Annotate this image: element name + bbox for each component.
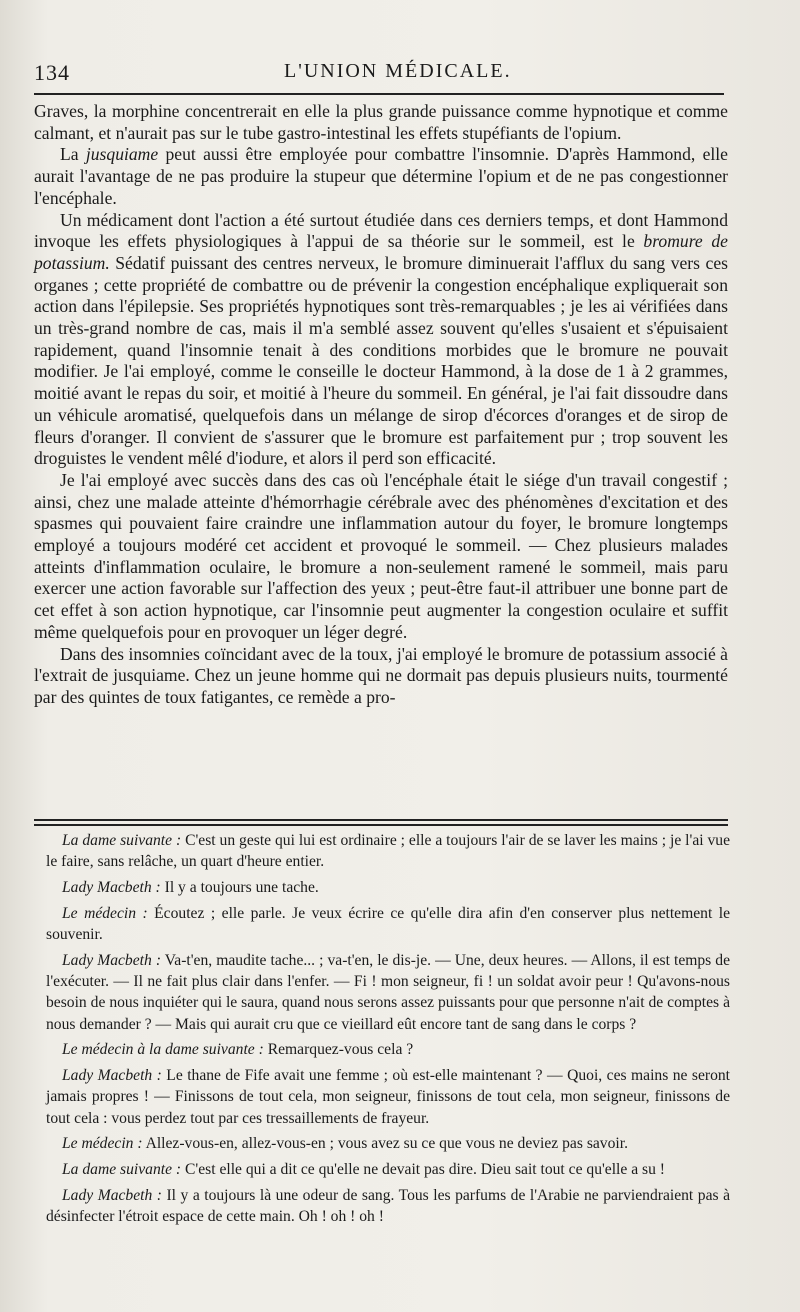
paragraph-3 <box>34 210 728 470</box>
dialogue-text: C'est un geste qui lui est ordinaire ; elle a toujours l'air de se laver les mains ; je l'ai vue le faire, sans relâche, un quart d'heure entier. <box>46 832 730 871</box>
paragraph-4-text: Je l'ai employé avec succès dans des cas où l'encéphale était le siége d'un travail congestif ; ainsi, chez une malade atteinte d'hémorrhagie cérébrale avec des phénomènes d'excitation et des spasmes qui pouvaient faire craindre une inflammation autour du foyer, le bromure longtemps employé a toujours modéré cet accident et provoqué le sommeil. — Chez plusieurs malades atteints d'inflammation oculaire, le bromure a non-seulement ramené le sommeil, mais paru exercer une action favorable sur l'affection des yeux ; peut-être faut-il attribuer une bonne part de cet effet à son action hypnotique, car l'insomnie peut augmenter la congestion oculaire et suffit même quelquefois pour en provoquer un léger degré. <box>34 469 728 642</box>
dialogue-line <box>46 877 730 898</box>
paragraph-1 <box>34 101 728 144</box>
dialogue-line <box>46 950 730 1036</box>
paragraph-1-text: Graves, la morphine concentrerait en elle la plus grande puissance comme hypnotique et comme calmant, et n'aurait pas sur le tube gastro-intestinal les effets stupéfiants de l'opium. <box>34 101 728 143</box>
dialogue-line <box>46 1039 730 1060</box>
dialogue-line <box>46 1185 730 1228</box>
paragraph-3-text-b: Sédatif puissant des centres nerveux, le bromure diminuerait l'afflux du sang vers ces organes ; cette propriété de combattre ou de prévenir la congestion encéphalique expliquerait son action dans l'épilepsie. Ses propriétés hypnotiques sont très-remarquables ; je les ai vérifiées dans un très-grand nombre de cas, mais il m'a semblé assez souvent qu'elles s'usaient et s'épuisaient rapidement, quand l'insomnie tenait à des conditions morbides que le bromure ne pouvait modifier. Je l'ai employé, comme le conseille le docteur Hammond, à la dose de 1 à 2 grammes, moitié avant le repas du soir, et moitié à l'heure du sommeil. En général, je l'ai fait dissoudre dans un véhicule aromatisé, quelquefois dans un mélange de sirop d'écorces d'oranges et de sirop de fleurs d'oranger. Il convient de s'assurer que le bromure est parfaitement pur ; trop souvent les droguistes le vendent mêlé d'iodure, et alors il perd son efficacité. <box>34 252 728 469</box>
paragraph-4 <box>34 470 728 644</box>
paragraph-5 <box>34 644 728 709</box>
footnote-rule-bottom <box>34 824 728 826</box>
paragraph-2-text-a: La <box>60 144 86 165</box>
dialogue-text: Écoutez ; elle parle. Je veux écrire ce qu'elle dira afin d'en conserver plus nettement le souvenir. <box>46 904 730 943</box>
page-number: 134 <box>34 60 70 85</box>
dialogue-line <box>46 1159 730 1180</box>
header-rule <box>34 93 724 95</box>
page-header <box>34 56 724 86</box>
speaker-name: La dame suivante : <box>62 832 182 849</box>
dialogue-text: Allez-vous-en, allez-vous-en ; vous avez su ce que vous ne deviez pas savoir. <box>142 1135 628 1153</box>
speaker-name: Lady Macbeth : <box>62 1186 162 1204</box>
dialogue-text: Va-t'en, maudite tache... ; va-t'en, le dis-je. — Une, deux heures. — Allons, il est temps de l'exécuter. — Il ne fait plus clair dans l'enfer. — Fi ! mon seigneur, fi ! un soldat avoir peur ! Qu'avons-nous besoin de nous inquiéter qui le saura, quand nous serons assez puissants pour que personne n'ait de comptes à nous demander ? — Mais qui aurait cru que ce vieillard eût encore tant de sang dans le corps ? <box>46 951 730 1033</box>
footnote-rule-top <box>34 819 728 821</box>
dialogue-text: Le thane de Fife avait une femme ; où est-elle maintenant ? — Quoi, ces mains ne seront jamais propres ! — Finissons de tout cela, mon seigneur, finissons de tout cela, mon seigneur, finissons de tout cela : vous perdez tout par ces tressaillements de frayeur. <box>46 1067 730 1127</box>
speaker-name: Le médecin : <box>62 1135 143 1153</box>
dialogue-line <box>46 830 730 873</box>
paragraph-5-text: Dans des insomnies coïncidant avec de la toux, j'ai employé le bromure de potassium associé à l'extrait de jusquiame. Chez un jeune homme qui ne dormait pas depuis plusieurs nuits, tourmenté par des quintes de toux fatigantes, ce remède a pro- <box>34 643 728 707</box>
speaker-name: Le médecin à la dame suivante : <box>62 1041 264 1059</box>
dialogue-text: Il y a toujours une tache. <box>160 879 319 896</box>
paragraph-2 <box>34 144 728 209</box>
speaker-name: Lady Macbeth : <box>62 1067 162 1084</box>
main-text <box>34 101 728 709</box>
paragraph-3-text-a: Un médicament dont l'action a été surtout étudiée dans ces derniers temps, et dont Hammond invoque les effets physiologiques à l'appui de sa théorie sur le sommeil, est le <box>34 209 728 252</box>
dialogue-text: Il y a toujours là une odeur de sang. Tous les parfums de l'Arabie ne parviendraient pas à désinfecter l'étroit espace de cette main. Oh ! oh ! oh ! <box>46 1186 730 1225</box>
dialogue-line <box>46 1133 730 1154</box>
dialogue-text: Remarquez-vous cela ? <box>263 1041 414 1059</box>
speaker-name: Le médecin : <box>62 904 148 922</box>
dialogue-block <box>46 830 730 1232</box>
dialogue-line <box>46 903 730 946</box>
term-bromure: bromure de potassium. <box>34 231 728 273</box>
running-title: L'UNION MÉDICALE. <box>284 60 512 82</box>
speaker-name: Lady Macbeth : <box>62 879 161 896</box>
term-jusquiame: jusquiame <box>85 144 159 165</box>
speaker-name: La dame suivante : <box>62 1161 182 1178</box>
paragraph-2-text-b: peut aussi être employée pour combattre l'insomnie. D'après Hammond, elle aurait l'avantage de ne pas produire la stupeur que détermine l'opium et de ne pas congestionner l'encéphale. <box>34 144 728 208</box>
dialogue-text: C'est elle qui a dit ce qu'elle ne devait pas dire. Dieu sait tout ce qu'elle a su ! <box>181 1161 665 1178</box>
speaker-name: Lady Macbeth : <box>62 951 162 969</box>
dialogue-line <box>46 1065 730 1129</box>
